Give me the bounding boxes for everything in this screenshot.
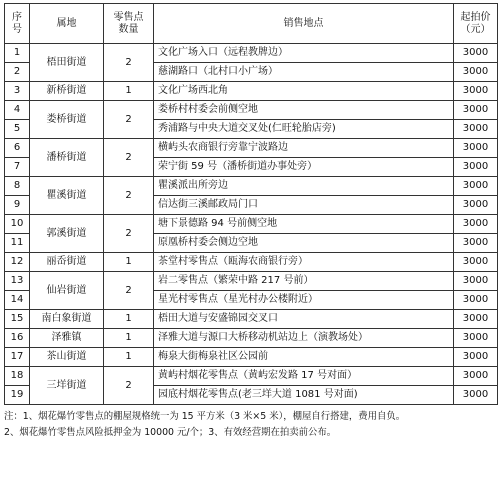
count-cell: 2 — [104, 367, 154, 405]
header-seq: 序 号 — [5, 4, 30, 44]
location-cell: 慈湖路口（北村口小广场） — [154, 63, 454, 82]
table-header-row — [5, 4, 498, 44]
location-cell: 瞿溪派出所旁边 — [154, 177, 454, 196]
seq-cell: 17 — [5, 348, 30, 367]
seq-cell: 15 — [5, 310, 30, 329]
seq-cell: 4 — [5, 101, 30, 120]
seq-cell: 10 — [5, 215, 30, 234]
area-cell: 丽岙街道 — [30, 253, 104, 272]
area-cell: 潘桥街道 — [30, 139, 104, 177]
area-cell: 梧田街道 — [30, 44, 104, 82]
seq-cell: 11 — [5, 234, 30, 253]
price-cell: 3000 — [454, 234, 498, 253]
seq-cell: 13 — [5, 272, 30, 291]
price-cell: 3000 — [454, 272, 498, 291]
seq-cell: 6 — [5, 139, 30, 158]
seq-cell: 3 — [5, 82, 30, 101]
location-cell: 横屿头农商银行旁靠宁波路边 — [154, 139, 454, 158]
table-row — [5, 101, 498, 120]
count-cell: 1 — [104, 348, 154, 367]
header-price: 起拍价 （元） — [454, 4, 498, 44]
count-cell: 1 — [104, 82, 154, 101]
location-cell: 岩二零售点（繁荣中路 217 号前） — [154, 272, 454, 291]
count-cell: 1 — [104, 310, 154, 329]
table-row — [5, 253, 498, 272]
footnote-line-1: 注：1、烟花爆竹零售点的棚屋规格统一为 15 平方米（3 米×5 米），棚屋自行搭建，费用自负。 — [4, 411, 406, 422]
location-cell: 娄桥村村委会前侧空地 — [154, 101, 454, 120]
price-cell: 3000 — [454, 120, 498, 139]
seq-cell: 5 — [5, 120, 30, 139]
area-cell: 仙岩街道 — [30, 272, 104, 310]
table-row — [5, 215, 498, 234]
table-row — [5, 82, 498, 101]
seq-cell: 18 — [5, 367, 30, 386]
table-row — [5, 310, 498, 329]
seq-cell: 1 — [5, 44, 30, 63]
area-cell: 瞿溪街道 — [30, 177, 104, 215]
price-cell: 3000 — [454, 44, 498, 63]
location-cell: 黄屿村烟花零售点（黄屿宏发路 17 号对面） — [154, 367, 454, 386]
table-row — [5, 177, 498, 196]
location-cell: 文化广场西北角 — [154, 82, 454, 101]
seq-cell: 14 — [5, 291, 30, 310]
price-cell: 3000 — [454, 177, 498, 196]
location-cell: 原凰桥村委会侧边空地 — [154, 234, 454, 253]
price-cell: 3000 — [454, 101, 498, 120]
location-cell: 梧田大道与安盛锦园交叉口 — [154, 310, 454, 329]
location-cell: 星光村零售点（星光村办公楼附近） — [154, 291, 454, 310]
table-row — [5, 272, 498, 291]
area-cell: 娄桥街道 — [30, 101, 104, 139]
count-cell: 2 — [104, 272, 154, 310]
area-cell: 郭溪街道 — [30, 215, 104, 253]
location-cell: 塘下景德路 94 号前侧空地 — [154, 215, 454, 234]
seq-cell: 2 — [5, 63, 30, 82]
count-cell: 2 — [104, 101, 154, 139]
area-cell: 茶山街道 — [30, 348, 104, 367]
retail-points-table — [4, 3, 498, 405]
count-cell: 1 — [104, 329, 154, 348]
header-count: 零售点 数量 — [104, 4, 154, 44]
count-cell: 1 — [104, 253, 154, 272]
table-row — [5, 367, 498, 386]
location-cell: 文化广场入口（远程教牌边） — [154, 44, 454, 63]
footnote-line-2: 2、烟花爆竹零售点风险抵押金为 10000 元/个；3、有效经营期在拍卖前公布。 — [4, 427, 337, 438]
header-location: 销售地点 — [154, 4, 454, 44]
location-cell: 荣宁街 59 号（潘桥街道办事处旁） — [154, 158, 454, 177]
price-cell: 3000 — [454, 253, 498, 272]
count-cell: 2 — [104, 44, 154, 82]
price-cell: 3000 — [454, 291, 498, 310]
seq-cell: 8 — [5, 177, 30, 196]
seq-cell: 19 — [5, 386, 30, 405]
location-cell: 泽雅大道与源口大桥移动机站边上（演教场处） — [154, 329, 454, 348]
location-cell: 信达街三溪邮政局门口 — [154, 196, 454, 215]
seq-cell: 16 — [5, 329, 30, 348]
price-cell: 3000 — [454, 196, 498, 215]
location-cell: 园底村烟花零售点(老三垟大道 1081 号对面) — [154, 386, 454, 405]
price-cell: 3000 — [454, 63, 498, 82]
price-cell: 3000 — [454, 348, 498, 367]
table-row — [5, 44, 498, 63]
price-cell: 3000 — [454, 139, 498, 158]
footnotes — [4, 409, 497, 441]
table-body — [5, 44, 498, 405]
area-cell: 泽雅镇 — [30, 329, 104, 348]
location-cell: 秀浦路与中央大道交叉处(仁旺轮胎店旁) — [154, 120, 454, 139]
price-cell: 3000 — [454, 386, 498, 405]
header-area: 属地 — [30, 4, 104, 44]
document — [4, 3, 497, 441]
location-cell: 梅泉大街梅泉社区公园前 — [154, 348, 454, 367]
price-cell: 3000 — [454, 367, 498, 386]
table-row — [5, 348, 498, 367]
price-cell: 3000 — [454, 329, 498, 348]
area-cell: 新桥街道 — [30, 82, 104, 101]
count-cell: 2 — [104, 215, 154, 253]
price-cell: 3000 — [454, 215, 498, 234]
count-cell: 2 — [104, 139, 154, 177]
area-cell: 南白象街道 — [30, 310, 104, 329]
seq-cell: 9 — [5, 196, 30, 215]
seq-cell: 12 — [5, 253, 30, 272]
count-cell: 2 — [104, 177, 154, 215]
table-row — [5, 329, 498, 348]
seq-cell: 7 — [5, 158, 30, 177]
price-cell: 3000 — [454, 310, 498, 329]
location-cell: 茶堂村零售点（瓯海农商银行旁） — [154, 253, 454, 272]
area-cell: 三垟街道 — [30, 367, 104, 405]
table-row — [5, 139, 498, 158]
price-cell: 3000 — [454, 158, 498, 177]
price-cell: 3000 — [454, 82, 498, 101]
